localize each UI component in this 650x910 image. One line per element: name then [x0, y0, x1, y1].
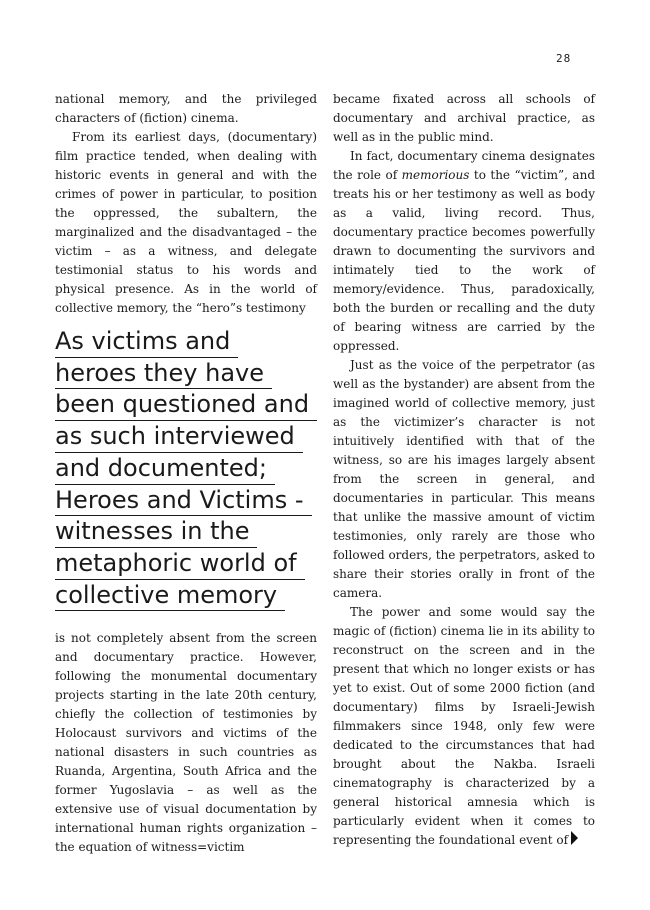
- pull-quote-line: as such interviewed: [55, 421, 303, 453]
- pull-quote-line: collective memory: [55, 580, 285, 612]
- paragraph: national memory, and the privileged characters of (fiction) cinema.: [55, 92, 317, 125]
- paragraph: From its earliest days, (documentary) film practice tended, when dealing with historic events in general and with the crimes of power in particular, to position the oppressed, the subaltern, the marginalized and the disadvantaged – the victim – as a witness, and delegate testimonial status to his words and physical presence. As in the world of collective memory, the “hero”s testimony: [55, 130, 317, 315]
- pull-quote: [55, 326, 317, 611]
- pull-quote-line: heroes they have: [55, 358, 272, 390]
- right-column: [333, 90, 595, 850]
- pull-quote-line: witnesses in the: [55, 516, 257, 548]
- pull-quote-line: Heroes and Victims -: [55, 485, 312, 517]
- emphasis-word: memorious: [401, 168, 470, 182]
- paragraph: became fixated across all schools of documentary and archival practice, as well as in the public mind.: [333, 92, 595, 144]
- paragraph: Just as the voice of the perpetrator (as well as the bystander) are absent from the imagined world of collective memory, just as the victimizer’s character is not intuitively identified with that of the witness, so are his images largely absent from the screen in general, and documentaries in particular. This means that unlike the massive amount of victim testimonies, only rarely are those who followed orders, the perpetrators, asked to share their stories orally in front of the camera.: [333, 358, 595, 600]
- pull-quote-line: metaphoric world of: [55, 548, 305, 580]
- text-run: to the “victim”, and treats his or her testimony as well as body as a valid, living record. Thus, documentary practice becomes powerfully drawn to documenting the survivors and intimately tied to the work of memory/evidence. Thus, paradoxically, both the burden or recalling and the duty of bearing witness are carried by the oppressed.: [333, 168, 595, 353]
- continue-arrow-icon: [571, 831, 578, 845]
- pull-quote-line: As victims and: [55, 326, 238, 358]
- text-run: The power and some would say the magic of (fiction) cinema lie in its ability to reconstruct on the screen and in the present that which no longer exists or has yet to exist. Out of some 2000 fiction (and documentary) films by Israeli-Jewish filmmakers since 1948, only few were dedicated to the circumstances that had brought about the Nakba. Israeli cinematography is characterized by a general historical amnesia which is particularly evident when it comes to representing the foundational event of: [333, 605, 595, 847]
- left-column: [55, 90, 317, 857]
- text-run: In fact, documentary cinema designates the role of: [333, 149, 595, 182]
- paragraph: is not completely absent from the screen and documentary practice. However, following the monumental documentary projects starting in the late 20th century, chiefly the collection of testimonies by Holocaust survivors and victims of the national disasters in such countries as Ruanda, Argentina, South Africa and the former Yugoslavia – as well as the extensive use of visual documentation by international human rights organization – the equation of witness=victim: [55, 631, 317, 855]
- page-number: 28: [556, 52, 572, 65]
- pull-quote-line: been questioned and: [55, 389, 317, 421]
- pull-quote-line: and documented;: [55, 453, 275, 485]
- paragraph: [333, 147, 595, 356]
- paragraph: [333, 603, 595, 850]
